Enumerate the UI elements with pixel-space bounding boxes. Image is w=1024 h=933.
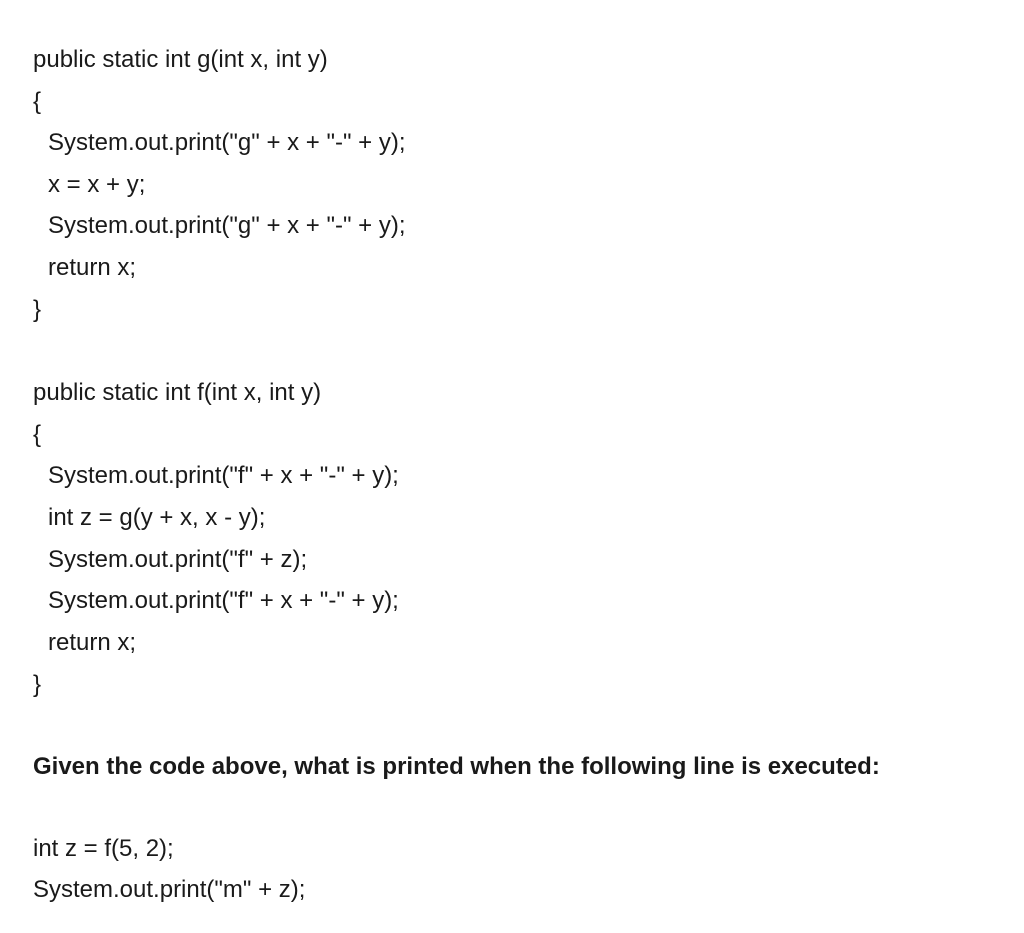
method-f-open-brace: { [33,421,42,448]
method-g-line-1: System.out.print("g" + x + "-" + y); [48,129,406,156]
method-g-line-2: x = x + y; [48,171,146,198]
question-text: Given the code above, what is printed when the following line is executed: [33,753,880,780]
method-g-signature: public static int g(int x, int y) [33,46,328,73]
snippet-line-1: int z = f(5, 2); [33,835,174,862]
method-g-line-3: System.out.print("g" + x + "-" + y); [48,212,406,239]
method-f-close-brace: } [33,671,42,698]
snippet-line-2: System.out.print("m" + z); [33,876,306,903]
method-f-line-5: return x; [48,629,137,656]
method-f-line-2: int z = g(y + x, x - y); [48,504,266,531]
method-g-line-4: return x; [48,254,137,281]
method-f-line-1: System.out.print("f" + x + "-" + y); [48,462,399,489]
method-f-line-4: System.out.print("f" + x + "-" + y); [48,587,399,614]
method-f-signature: public static int f(int x, int y) [33,379,322,406]
document-page [33,0,1024,933]
method-g-close-brace: } [33,296,42,323]
method-f-line-3: System.out.print("f" + z); [48,546,308,573]
method-g-open-brace: { [33,88,42,115]
